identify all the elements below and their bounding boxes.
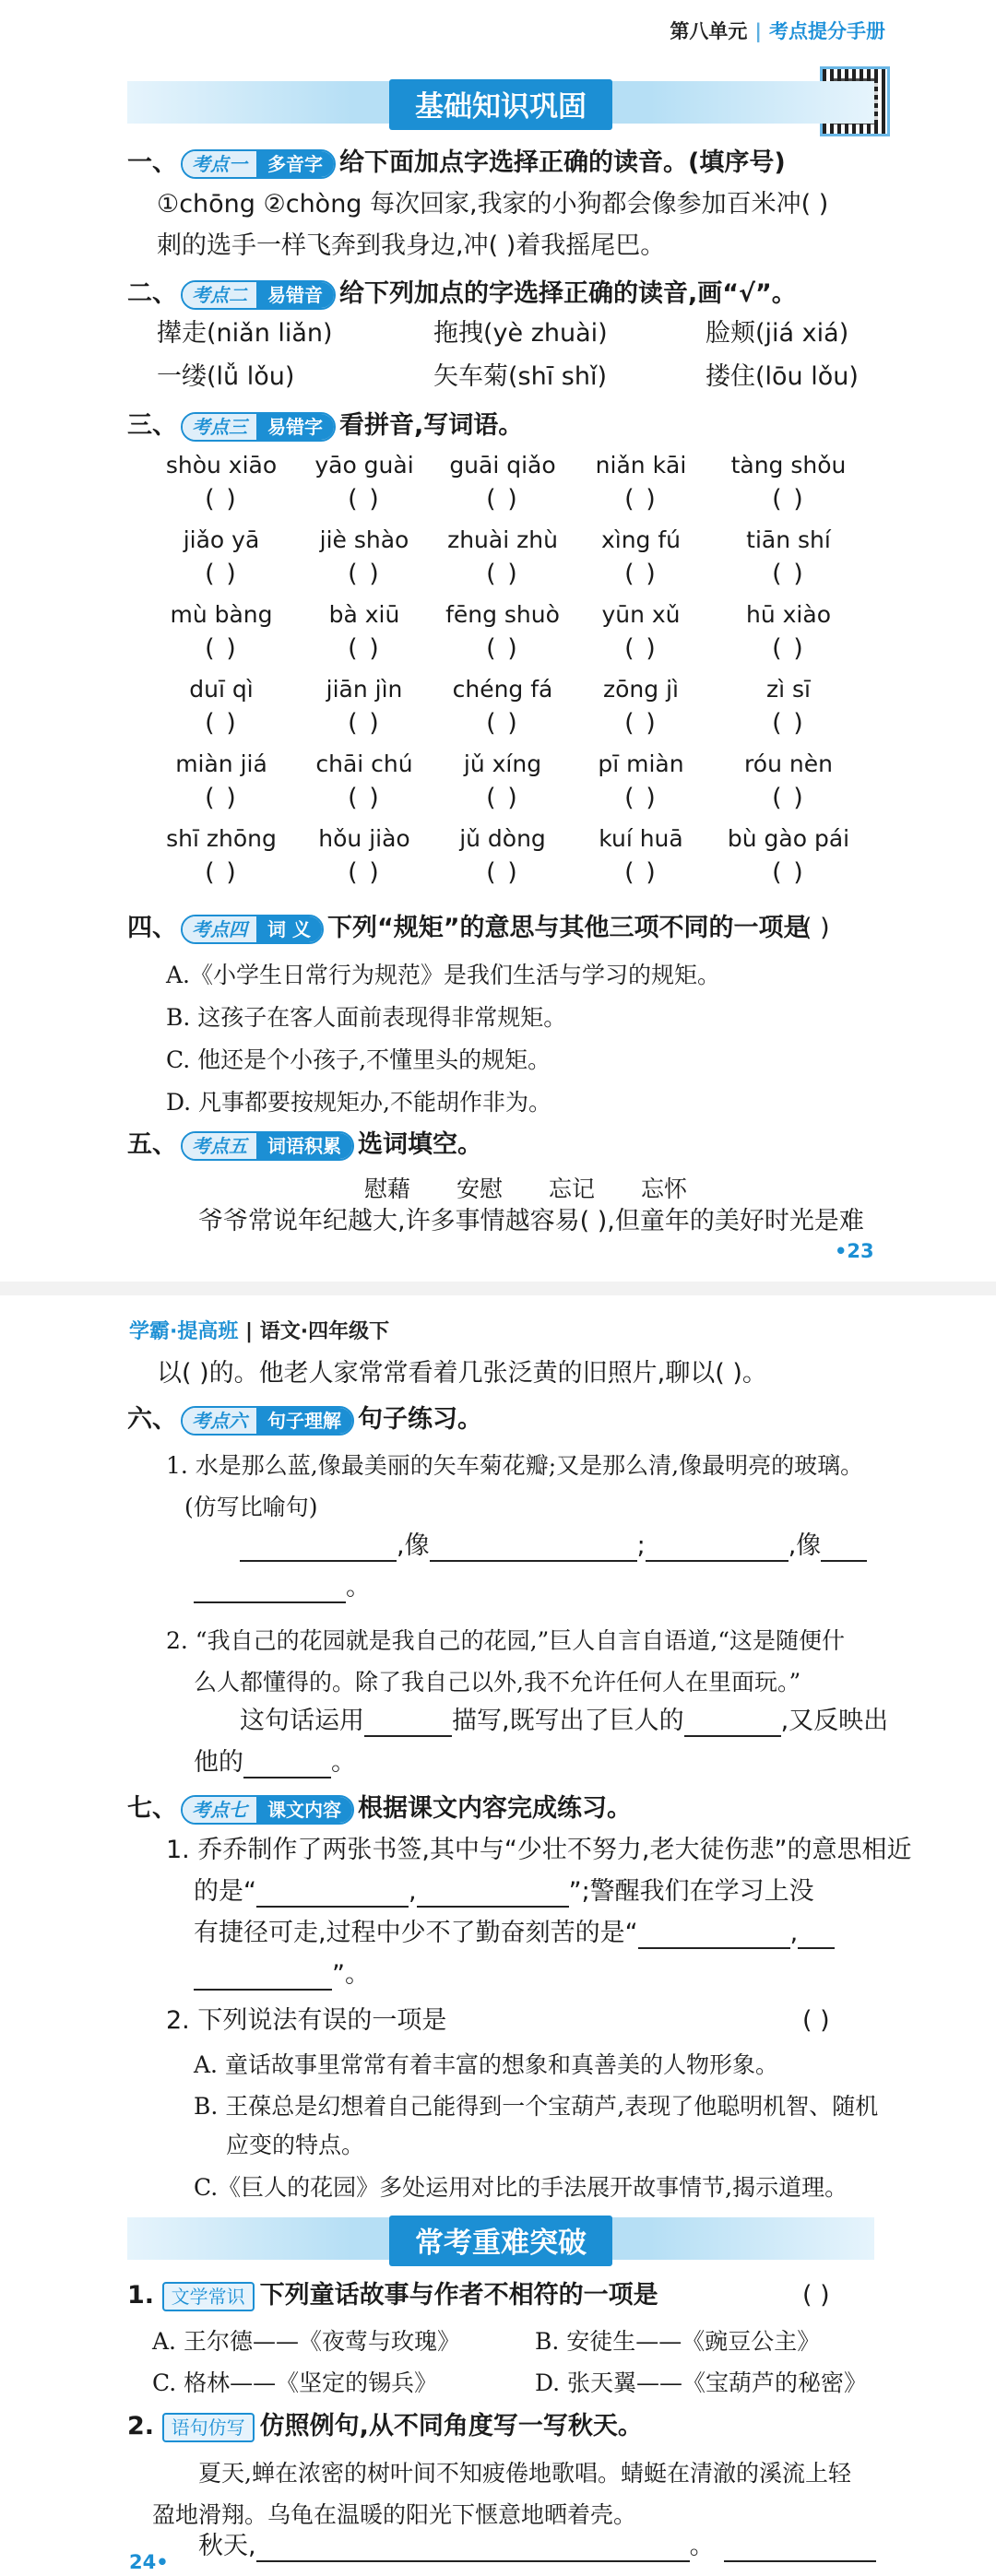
answer-box[interactable]: ( ) bbox=[205, 634, 238, 663]
answer-box[interactable]: ( ) bbox=[486, 709, 519, 738]
fill-line: 秋天, 。 bbox=[198, 2531, 876, 2562]
fill-line: ”。 bbox=[194, 1959, 370, 1991]
pinyin-label: jiè shào bbox=[319, 526, 409, 553]
pinyin-label: shī zhōng bbox=[166, 825, 277, 852]
section-title: 下列“规矩”的意思与其他三项不同的一项是 bbox=[326, 914, 809, 942]
answer-box[interactable]: ( ) bbox=[772, 485, 805, 514]
option-c[interactable]: C. 他还是个小孩子,不懂里头的规矩。 bbox=[166, 1046, 551, 1073]
fill-line: 。 bbox=[194, 1572, 371, 1603]
section-title: 根据课文内容完成练习。 bbox=[358, 1794, 632, 1823]
pinyin-label: bù gào pái bbox=[727, 825, 850, 852]
brand-label: 学霸·提高班 bbox=[129, 1320, 239, 1343]
pinyin-choice[interactable]: 脸颊(jiá xiá) bbox=[706, 319, 849, 348]
answer-box[interactable]: ( ) bbox=[486, 858, 519, 887]
blank[interactable] bbox=[417, 1906, 569, 1908]
header-separator: | bbox=[754, 20, 762, 42]
word-choice: 安慰 bbox=[456, 1176, 504, 1202]
section-5-heading bbox=[127, 1129, 482, 1161]
pinyin-label: mù bàng bbox=[170, 601, 273, 628]
pinyin-label: duī qì bbox=[189, 676, 254, 703]
kaodian-badge: 考点一 多音字 bbox=[181, 149, 336, 179]
answer-paren[interactable]: ( ) bbox=[802, 2281, 830, 2310]
pinyin-label: kuí huā bbox=[599, 825, 683, 852]
section-number: 七、 bbox=[127, 1794, 177, 1823]
pinyin-label: tiān shí bbox=[746, 526, 831, 553]
section-title: 看拼音,写词语。 bbox=[339, 411, 524, 440]
example-text: 夏天,蝉在浓密的树叶间不知疲倦地歌唱。蜻蜓在清澈的溪流上轻 bbox=[198, 2460, 851, 2487]
continued-sentence: 以( )的。他老人家常常看着几张泛黄的旧照片,聊以( )。 bbox=[157, 1359, 767, 1388]
section-title: 选词填空。 bbox=[358, 1130, 482, 1159]
pinyin-label: xìng fú bbox=[600, 526, 682, 553]
section-banner bbox=[127, 2217, 874, 2260]
banner-title: 常考重难突破 bbox=[389, 2216, 612, 2266]
section-1-line: ①chōng ②chòng 每次回家,我家的小狗都会像参加百米冲( ) bbox=[157, 190, 829, 219]
section-title: 给下面加点字选择正确的读音。(填序号) bbox=[339, 148, 786, 177]
topic-1-heading: 1. 文学常识 下列童话故事与作者不相符的一项是 bbox=[127, 2281, 658, 2310]
answer-box[interactable]: ( ) bbox=[348, 634, 381, 663]
pinyin-label: jiān jìn bbox=[326, 676, 403, 703]
topic-tag: 文学常识 bbox=[162, 2282, 255, 2311]
pinyin-label: chāi chú bbox=[315, 750, 413, 777]
fill-line: 这句话运用 描写,既写出了巨人的 ,又反映出 bbox=[240, 1707, 889, 1735]
section-5-sentence: 爷爷常说年纪越大,许多事情越容易( ),但童年的美好时光是难 bbox=[198, 1207, 864, 1235]
question-text: 么人都懂得的。除了我自己以外,我不允许任何人在里面玩。” bbox=[194, 1669, 801, 1696]
blank[interactable] bbox=[430, 1560, 637, 1562]
answer-box[interactable]: ( ) bbox=[772, 560, 805, 588]
blank[interactable] bbox=[243, 1777, 331, 1778]
question-text: 2. “我自己的花园就是我自己的花园,”巨人自言自语道,“这是随便什 bbox=[166, 1627, 846, 1654]
section-1-heading bbox=[127, 148, 786, 179]
topic-tag: 语句仿写 bbox=[162, 2413, 255, 2442]
question-hint: (仿写比喻句) bbox=[184, 1494, 318, 1520]
option-b[interactable]: B. 安徒生——《豌豆公主》 bbox=[535, 2328, 821, 2355]
kaodian-badge: 考点三 易错字 bbox=[181, 412, 336, 442]
pinyin-choice[interactable]: 搂住(lōu lǒu) bbox=[706, 362, 859, 391]
answer-box[interactable]: ( ) bbox=[772, 634, 805, 663]
word-choice: 忘记 bbox=[549, 1176, 596, 1202]
question-text: 1. 乔乔制作了两张书签,其中与“少壮不努力,老大徒伤悲”的意思相近 bbox=[166, 1836, 912, 1864]
section-4-heading bbox=[127, 913, 808, 944]
answer-box[interactable]: ( ) bbox=[348, 485, 381, 514]
unit-label: 第八单元 bbox=[670, 20, 748, 42]
kaodian-badge: 考点二 易错音 bbox=[181, 280, 336, 310]
pinyin-label: shòu xiāo bbox=[165, 452, 278, 479]
pinyin-label: yāo guài bbox=[314, 452, 414, 479]
answer-box[interactable]: ( ) bbox=[624, 634, 658, 663]
section-2-heading bbox=[127, 278, 797, 310]
blank[interactable] bbox=[798, 1947, 835, 1949]
answer-box[interactable]: ( ) bbox=[348, 858, 381, 887]
answer-box[interactable]: ( ) bbox=[624, 560, 658, 588]
pinyin-label: guāi qiǎo bbox=[449, 452, 556, 479]
pinyin-label: yūn xǔ bbox=[601, 601, 681, 628]
pinyin-label: zōng jì bbox=[603, 676, 679, 703]
pinyin-label: jiǎo yā bbox=[183, 526, 260, 553]
answer-box[interactable]: ( ) bbox=[772, 709, 805, 738]
blank[interactable] bbox=[724, 2560, 876, 2562]
word-choice: 忘怀 bbox=[641, 1176, 688, 1202]
pinyin-label: hǒu jiào bbox=[318, 825, 410, 852]
kaodian-badge: 考点六 句子理解 bbox=[181, 1406, 354, 1436]
pinyin-label: niǎn kāi bbox=[595, 452, 687, 479]
page-number: 24• bbox=[129, 2551, 169, 2573]
answer-box[interactable]: ( ) bbox=[348, 560, 381, 588]
pinyin-label: pī miàn bbox=[598, 750, 684, 777]
option-d[interactable]: D. 凡事都要按规矩办,不能胡作非为。 bbox=[166, 1089, 551, 1116]
blank[interactable] bbox=[256, 1906, 409, 1908]
answer-box[interactable]: ( ) bbox=[205, 485, 238, 514]
word-choice: 慰藉 bbox=[364, 1176, 411, 1202]
blank[interactable] bbox=[646, 1560, 788, 1562]
subject-label: 语文·四年级下 bbox=[259, 1320, 390, 1343]
pinyin-label: bà xiū bbox=[328, 601, 400, 628]
pinyin-choice[interactable]: 拖拽(yè zhuài) bbox=[433, 319, 608, 348]
topic-2-heading: 2. 语句仿写 仿照例句,从不同角度写一写秋天。 bbox=[127, 2412, 643, 2440]
page-number: •23 bbox=[835, 1240, 874, 1262]
section-6-heading bbox=[127, 1404, 482, 1436]
section-7-heading bbox=[127, 1793, 632, 1825]
page-divider bbox=[0, 1282, 996, 1295]
section-1-line: 刺的选手一样飞奔到我身边,冲( )着我摇尾巴。 bbox=[157, 231, 666, 260]
pinyin-label: chéng fá bbox=[452, 676, 553, 703]
option-d[interactable]: D. 张天翼——《宝葫芦的秘密》 bbox=[535, 2369, 868, 2396]
answer-box[interactable]: ( ) bbox=[205, 709, 238, 738]
section-number: 四、 bbox=[127, 914, 177, 942]
option-a[interactable]: A. 童话故事里常常有着丰富的想象和真善美的人物形象。 bbox=[194, 2051, 778, 2078]
option-c[interactable]: C. 格林——《坚定的锡兵》 bbox=[152, 2369, 438, 2396]
fill-line: 的是“ , ”;警醒我们在学习上没 bbox=[194, 1877, 814, 1906]
answer-box[interactable]: ( ) bbox=[348, 784, 381, 812]
question-text: 1. 水是那么蓝,像最美丽的矢车菊花瓣;又是那么清,像最明亮的玻璃。 bbox=[166, 1452, 864, 1479]
blank[interactable] bbox=[821, 1560, 867, 1562]
blank[interactable] bbox=[194, 1989, 332, 1991]
answer-box[interactable]: ( ) bbox=[772, 858, 805, 887]
pinyin-choice[interactable]: 矢车菊(shī shǐ) bbox=[433, 362, 608, 391]
section-number: 一、 bbox=[127, 148, 177, 177]
pinyin-label: tàng shǒu bbox=[730, 452, 847, 479]
example-text: 盈地滑翔。乌龟在温暖的阳光下惬意地晒着壳。 bbox=[152, 2501, 637, 2528]
section-number: 三、 bbox=[127, 411, 177, 440]
pinyin-label: zhuài zhù bbox=[447, 526, 558, 553]
pinyin-label: róu nèn bbox=[744, 750, 833, 777]
page-24 bbox=[0, 1295, 996, 2576]
banner-title: 基础知识巩固 bbox=[389, 79, 612, 130]
section-banner bbox=[127, 81, 874, 124]
answer-box[interactable]: ( ) bbox=[486, 560, 519, 588]
pinyin-label: jǔ dòng bbox=[459, 825, 546, 852]
fill-line: 他的 。 bbox=[194, 1748, 356, 1777]
blank[interactable] bbox=[194, 1601, 346, 1603]
pinyin-choice[interactable]: 撵走(niǎn liǎn) bbox=[157, 319, 333, 348]
section-3-heading bbox=[127, 410, 523, 442]
answer-paren[interactable]: ( ) bbox=[802, 914, 830, 942]
answer-box[interactable]: ( ) bbox=[486, 634, 519, 663]
option-b-cont: 应变的特点。 bbox=[226, 2132, 365, 2158]
page-23 bbox=[0, 0, 996, 1282]
fill-line: 有捷径可走,过程中少不了勤奋刻苦的是“ , bbox=[194, 1918, 835, 1949]
blank[interactable] bbox=[638, 1947, 790, 1949]
pinyin-label: fēng shuò bbox=[445, 601, 560, 628]
kaodian-badge: 考点七 课文内容 bbox=[181, 1795, 354, 1825]
option-a[interactable]: A.《小学生日常行为规范》是我们生活与学习的规矩。 bbox=[166, 962, 721, 988]
page-header: 学霸·提高班 | 语文·四年级下 bbox=[129, 1320, 390, 1343]
pinyin-label: miàn jiá bbox=[175, 750, 267, 777]
section-number: 二、 bbox=[127, 279, 177, 308]
kaodian-badge: 考点五 词语积累 bbox=[181, 1131, 354, 1161]
fill-line: ,像 ; ,像 bbox=[240, 1530, 867, 1562]
option-a[interactable]: A. 王尔德——《夜莺与玫瑰》 bbox=[152, 2328, 460, 2355]
blank[interactable] bbox=[684, 1735, 781, 1737]
answer-box[interactable]: ( ) bbox=[348, 709, 381, 738]
answer-box[interactable]: ( ) bbox=[624, 858, 658, 887]
pinyin-choice[interactable]: 一缕(lǚ lǒu) bbox=[157, 362, 295, 391]
section-title: 给下列加点的字选择正确的读音,画“√”。 bbox=[339, 279, 797, 308]
page-header bbox=[670, 17, 885, 44]
answer-box[interactable]: ( ) bbox=[486, 784, 519, 812]
answer-box[interactable]: ( ) bbox=[486, 485, 519, 514]
answer-box[interactable]: ( ) bbox=[624, 485, 658, 514]
question-text: 2. 下列说法有误的一项是 bbox=[166, 2006, 447, 2035]
answer-box[interactable]: ( ) bbox=[624, 709, 658, 738]
option-c[interactable]: C.《巨人的花园》多处运用对比的手法展开故事情节,揭示道理。 bbox=[194, 2174, 848, 2201]
answer-box[interactable]: ( ) bbox=[624, 784, 658, 812]
section-title: 句子练习。 bbox=[358, 1405, 482, 1434]
section-number: 六、 bbox=[127, 1405, 177, 1434]
answer-box[interactable]: ( ) bbox=[205, 784, 238, 812]
answer-box[interactable]: ( ) bbox=[772, 784, 805, 812]
pinyin-label: hū xiào bbox=[746, 601, 831, 628]
brand-label: 考点提分手册 bbox=[769, 20, 885, 42]
option-b[interactable]: B. 王葆总是幻想着自己能得到一个宝葫芦,表现了他聪明机智、随机 bbox=[194, 2093, 879, 2120]
section-number: 五、 bbox=[127, 1130, 177, 1159]
answer-box[interactable]: ( ) bbox=[205, 858, 238, 887]
blank[interactable] bbox=[364, 1735, 452, 1737]
blank[interactable] bbox=[240, 1560, 397, 1562]
pinyin-label: jǔ xíng bbox=[463, 750, 542, 777]
blank[interactable] bbox=[256, 2560, 690, 2562]
answer-paren[interactable]: ( ) bbox=[802, 2006, 830, 2035]
answer-box[interactable]: ( ) bbox=[205, 560, 238, 588]
pinyin-label: zì sī bbox=[766, 676, 811, 703]
kaodian-badge: 考点四 词 义 bbox=[181, 915, 324, 944]
option-b[interactable]: B. 这孩子在客人面前表现得非常规矩。 bbox=[166, 1004, 567, 1031]
